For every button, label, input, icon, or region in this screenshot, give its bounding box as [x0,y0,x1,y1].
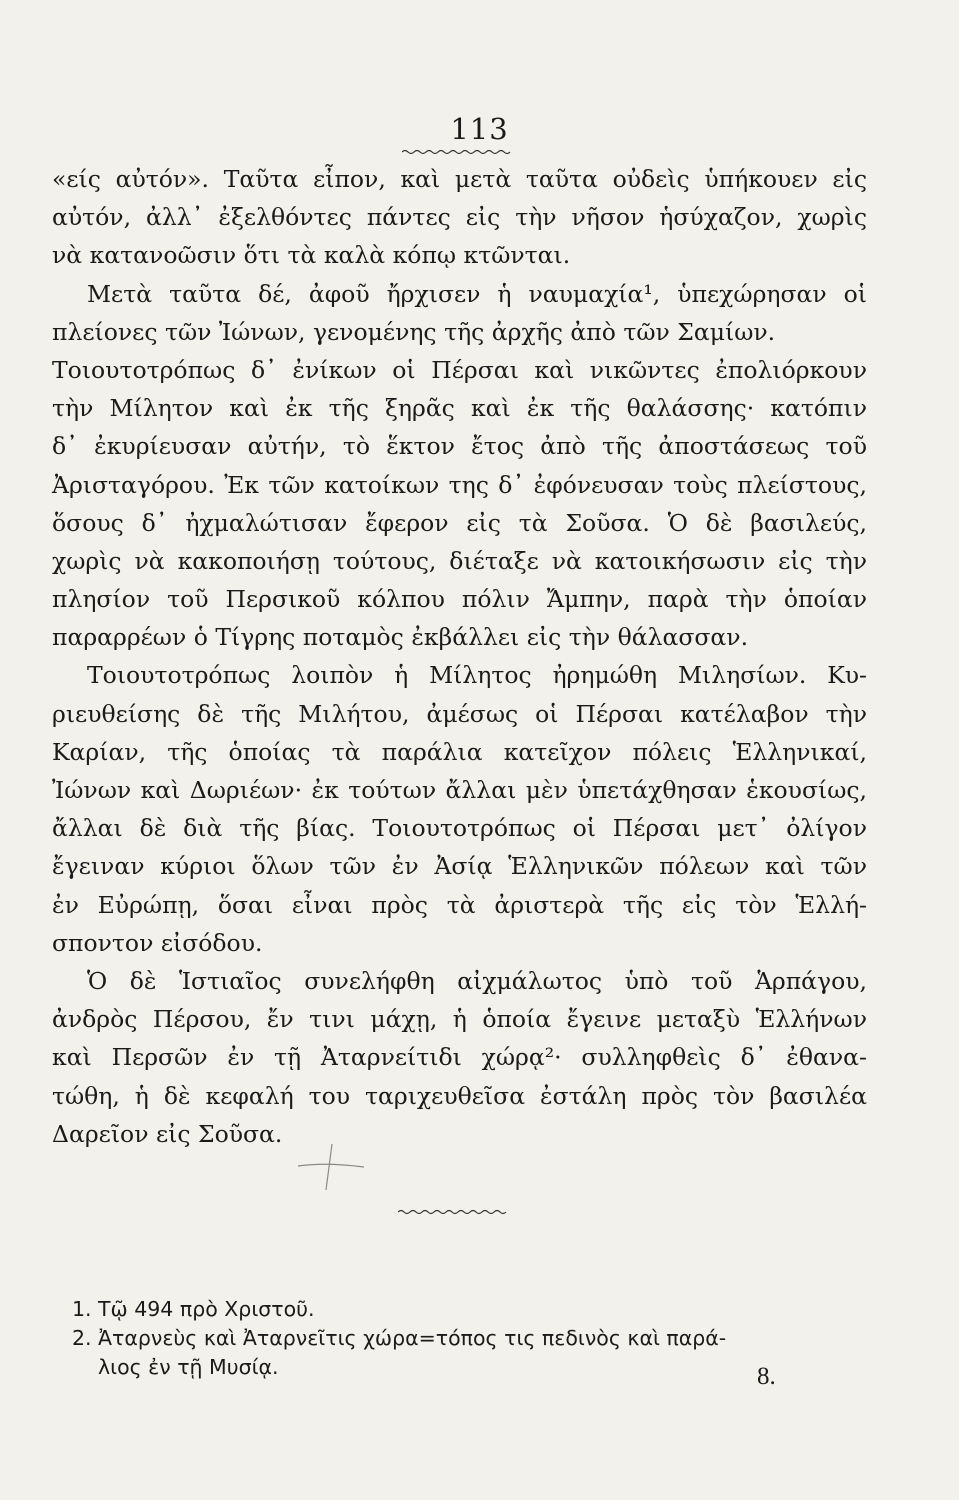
text-line: χωρὶς νὰ κακοποιήσῃ τούτους, διέταξε νὰ κατοικήσωσιν εἰς τὴν [52,546,867,575]
text-line: πλείονες τῶν Ἰώνων, γενομένης τῆς ἀρχῆς ἀπὸ τῶν Σαμίων. [52,317,776,346]
footnote-text: Τῷ 494 πρὸ Χριστοῦ. [98,1297,315,1321]
text-line: σποντον εἰσόδου. [52,928,263,957]
text-line: «είς αὐτόν». Ταῦτα εἶπον, καὶ μετὰ ταῦτα οὐδεὶς ὑπήκουεν εἰς [52,165,867,193]
text-line: Δαρεῖον εἰς Σοῦσα. [52,1119,283,1148]
text-line: παραρρέων ὁ Τίγρης ποταμὸς ἐκβάλλει εἰς τὴν θάλασσαν. [52,623,749,652]
footnote-2 [72,1324,872,1353]
pencil-cross-mark [296,1142,366,1192]
section-end-wavy-rule [398,1208,510,1216]
footnote-text: λιος ἐν τῇ Μυσίᾳ. [98,1355,279,1379]
footnotes [72,1295,872,1382]
text-line: καὶ Περσῶν ἐν τῇ Ἀταρνείτιδι χώρᾳ²· συλληφθεὶς δ᾽ ἐθανα- [52,1043,867,1072]
header-wavy-rule [402,148,512,156]
text-line: Τοιουτοτρόπως δ᾽ ἐνίκων οἱ Πέρσαι καὶ νικῶντες ἐπολιόρκουν [52,355,867,384]
text-line: τώθη, ἡ δὲ κεφαλή του ταριχευθεῖσα ἐστάλη πρὸς τὸν βασιλέα [52,1081,867,1110]
text-line: τὴν Μίλητον καὶ ἐκ τῆς ξηρᾶς καὶ ἐκ τῆς θαλάσσης· κατόπιν [52,394,867,423]
text-line: αὐτόν, ἀλλ᾽ ἐξελθόντες πάντες εἰς τὴν νῆσον ἡσύχαζον, χωρὶς [52,203,867,232]
text-line: νὰ κατανοῶσιν ὅτι τὰ καλὰ κόπῳ κτῶνται. [52,241,571,270]
text-line: Μετὰ ταῦτα δέ, ἀφοῦ ἤρχισεν ἡ ναυμαχία¹, ὑπεχώρησαν οἱ [87,279,867,308]
text-line: ριευθείσης δὲ τῆς Μιλήτου, ἀμέσως οἱ Πέρσαι κατέλαβον τὴν [52,699,867,728]
text-line: ἐν Εὐρώπῃ, ὅσαι εἶναι πρὸς τὰ ἀριστερὰ τῆς εἰς τὸν Ἑλλή- [52,890,867,919]
footnote-number: 2. [72,1326,92,1350]
gathering-signature: 8. [757,1363,776,1390]
text-line: πλησίον τοῦ Περσικοῦ κόλπου πόλιν Ἄμπην, παρὰ τὴν ὁποίαν [52,585,867,614]
footnote-text: Ἀταρνεὺς καὶ Ἀταρνεῖτις χώρα=τόπος τις πεδινὸς καὶ παρά- [98,1326,727,1350]
page-number: 113 [450,112,509,146]
text-line: Τοιουτοτρόπως λοιπὸν ἡ Μίλητος ἠρημώθη Μιλησίων. Κυ- [87,661,867,690]
text-line: ἄλλαι δὲ διὰ τῆς βίας. Τοιουτοτρόπως οἱ Πέρσαι μετ᾽ ὀλίγον [52,814,867,843]
footnote-2-continued [72,1353,872,1382]
text-line: ἔγειναν κύριοι ὅλων τῶν ἐν Ἀσίᾳ Ἑλληνικῶν πόλεων καὶ τῶν [52,852,867,881]
text-line: Ἀρισταγόρου. Ἐκ τῶν κατοίκων της δ᾽ ἐφόνευσαν τοὺς πλείστους, [52,470,867,499]
footnote-1 [72,1295,872,1324]
text-line: Καρίαν, τῆς ὁποίας τὰ παράλια κατεῖχον πόλεις Ἑλληνικαί, [52,737,867,766]
footnote-number: 1. [72,1297,92,1321]
main-text [52,160,867,1153]
text-line: ἀνδρὸς Πέρσου, ἔν τινι μάχῃ, ἡ ὁποία ἔγεινε μεταξὺ Ἑλλήνων [52,1005,867,1034]
text-line: δ᾽ ἐκυρίευσαν αὐτήν, τὸ ἕκτον ἔτος ἀπὸ τῆς ἀποστάσεως τοῦ [52,432,867,461]
text-line: Ὁ δὲ Ἱστιαῖος συνελήφθη αἰχμάλωτος ὑπὸ τοῦ Ἁρπάγου, [87,966,867,995]
text-line: ὅσους δ᾽ ἠχμαλώτισαν ἔφερον εἰς τὰ Σοῦσα. Ὁ δὲ βασιλεύς, [52,508,867,537]
text-line: Ἰώνων καὶ Δωριέων· ἐκ τούτων ἄλλαι μὲν ὑπετάχθησαν ἑκουσίως, [52,776,867,804]
